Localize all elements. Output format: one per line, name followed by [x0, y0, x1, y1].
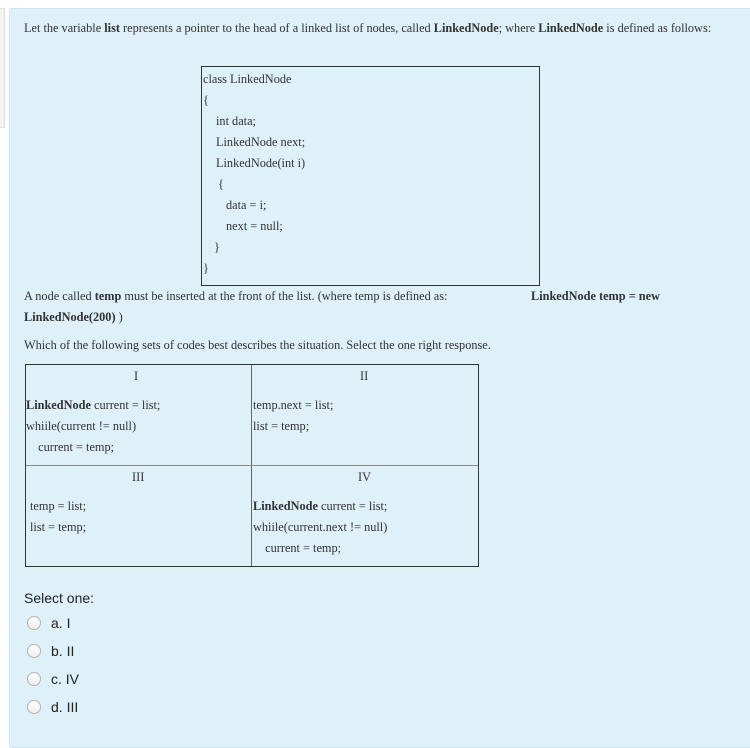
code-keyword: LinkedNode: [26, 398, 91, 412]
options-table: [25, 364, 479, 567]
radio-button-icon[interactable]: [27, 616, 41, 630]
cell-code-line: [26, 398, 160, 413]
choice-b[interactable]: [27, 641, 74, 661]
choice-a[interactable]: [27, 613, 70, 633]
code-line: LinkedNode(int i): [216, 156, 306, 170]
insert-text: must be inserted at the front of the list. (where temp is defined as:: [121, 289, 448, 303]
choice-label[interactable]: b. II: [51, 643, 75, 659]
choice-label[interactable]: a. I: [51, 615, 71, 631]
code-line: {: [218, 177, 224, 191]
intro-keyword-linkednode: LinkedNode: [538, 21, 604, 35]
choice-label[interactable]: d. III: [51, 699, 79, 715]
intro-text: ; where: [498, 21, 539, 35]
cell-header-iv: IV: [358, 470, 371, 484]
adjacent-panel-edge: [0, 8, 5, 128]
closing-paren: ): [115, 310, 123, 324]
temp-definition-part1: LinkedNode temp = new: [531, 289, 660, 303]
intro-text: Let the variable: [24, 21, 105, 35]
intro-keyword-list: list: [104, 21, 120, 35]
cell-code-line: [253, 499, 387, 514]
code-text: current = list;: [90, 398, 161, 412]
cell-code-line: current = temp;: [32, 440, 115, 454]
cell-code-line: temp = list;: [30, 499, 87, 513]
radio-button-icon[interactable]: [27, 672, 41, 686]
cell-header-iii: III: [132, 470, 145, 484]
code-line: class LinkedNode: [203, 72, 292, 86]
code-text: current = list;: [317, 499, 388, 513]
code-line: }: [214, 240, 220, 254]
cell-header-ii: II: [360, 369, 369, 383]
intro-keyword-linkednode: LinkedNode: [433, 21, 499, 35]
code-line: next = null;: [226, 219, 283, 233]
select-one-label: Select one:: [24, 590, 95, 606]
choice-d[interactable]: [27, 697, 78, 717]
cell-code-line: whiile(current != null): [26, 419, 137, 433]
class-definition-box: [201, 66, 540, 286]
intro-text: represents a pointer to the head of a linked list of nodes, called: [119, 21, 434, 35]
choice-label[interactable]: c. IV: [51, 671, 80, 687]
code-line: }: [203, 261, 209, 275]
choice-c[interactable]: [27, 669, 79, 689]
keyword-temp: temp: [94, 289, 122, 303]
question-intro: [24, 18, 724, 39]
table-divider-horizontal: [26, 465, 478, 466]
temp-definition-part2: [24, 310, 123, 325]
cell-code-line: temp.next = list;: [253, 398, 334, 412]
code-line: {: [203, 93, 209, 107]
insert-description: [24, 289, 447, 304]
cell-code-line: whiile(current.next != null): [253, 520, 388, 534]
cell-code-line: list = temp;: [253, 419, 310, 433]
cell-header-i: I: [134, 369, 139, 383]
intro-text: is defined as follows:: [603, 21, 712, 35]
cell-code-line: current = temp;: [259, 541, 342, 555]
insert-text: A node called: [24, 289, 95, 303]
radio-button-icon[interactable]: [27, 644, 41, 658]
cell-code-line: list = temp;: [30, 520, 87, 534]
radio-button-icon[interactable]: [27, 700, 41, 714]
code-line: LinkedNode next;: [216, 135, 306, 149]
code-keyword: LinkedNode: [253, 499, 318, 513]
code-line: data = i;: [226, 198, 267, 212]
instruction-text: Which of the following sets of codes best describes the situation. Select the one right response.: [24, 338, 491, 352]
temp-constructor: LinkedNode(200): [24, 310, 116, 324]
code-line: int data;: [216, 114, 256, 128]
